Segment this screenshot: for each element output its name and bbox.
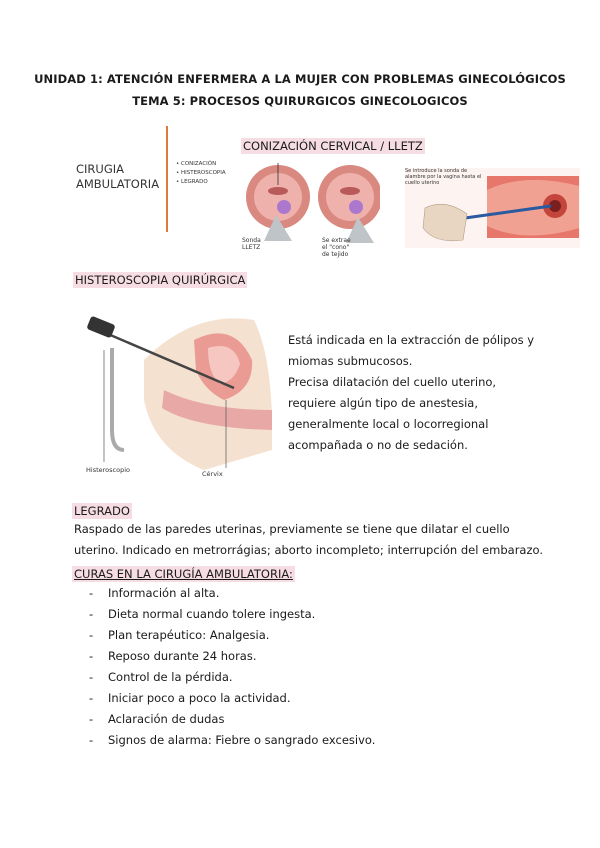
histeroscopia-line: miomas submucosos. — [288, 354, 413, 368]
diagram-items — [176, 160, 226, 187]
label-sonda: Sonda LLETZ — [242, 237, 261, 251]
histeroscopia-heading: HISTEROSCOPIA QUIRÚRGICA — [75, 273, 246, 287]
lletz-illustration — [405, 168, 580, 248]
list-item: - Plan terapéutico: Analgesia. — [89, 628, 270, 642]
curas-heading: CURAS EN LA CIRUGÍA AMBULATORIA: — [74, 567, 293, 581]
histeroscopia-line: generalmente local o locorregional — [288, 417, 489, 431]
curas-list — [89, 583, 376, 751]
histeroscopia-text — [288, 330, 534, 456]
histeroscopia-line: Precisa dilatación del cuello uterino, — [288, 375, 497, 389]
conizacion-illustration — [240, 155, 380, 265]
legrado-line: uterino. Indicado en metrorrágias; aborto incompleto; interrupción del embarazo. — [74, 543, 544, 557]
diagram-divider — [166, 126, 168, 232]
list-item: - Signos de alarma: Fiebre o sangrado excesivo. — [89, 733, 376, 747]
diagram-item: • HISTEROSCOPIA — [176, 170, 226, 176]
list-item: - Control de la pérdida. — [89, 670, 233, 684]
diagram-title — [76, 162, 166, 192]
diagram-item: • LEGRADO — [176, 179, 208, 185]
legrado-text — [74, 519, 543, 561]
legrado-line: Raspado de las paredes uterinas, previamente se tiene que dilatar el cuello — [74, 522, 510, 536]
label-histeroscopio: Histeroscopio — [86, 466, 130, 474]
list-item: - Reposo durante 24 horas. — [89, 649, 257, 663]
lletz-caption: Se introduce la sonda de alambre por la vagina hasta el cuello uterino — [405, 168, 482, 186]
histeroscopia-line: requiere algún tipo de anestesia, — [288, 396, 478, 410]
histeroscopia-illustration — [84, 300, 272, 482]
histeroscopia-line: Está indicada en la extracción de pólipos y — [288, 333, 535, 347]
legrado-heading: LEGRADO — [74, 504, 130, 518]
list-item: - Información al alta. — [89, 586, 220, 600]
conizacion-heading: CONIZACIÓN CERVICAL / LLETZ — [243, 139, 423, 153]
list-item: - Dieta normal cuando tolere ingesta. — [89, 607, 316, 621]
histeroscopia-line: acompañada o no de sedación. — [288, 438, 468, 452]
diagram-item: • CONIZACIÓN — [176, 161, 217, 167]
diagram-title-line-1: CIRUGIA — [76, 162, 124, 176]
list-item: - Aclaración de dudas — [89, 712, 225, 726]
header-line-2: TEMA 5: PROCESOS QUIRURGICOS GINECOLOGICOS — [132, 94, 468, 108]
header-line-1: UNIDAD 1: ATENCIÓN ENFERMERA A LA MUJER CON PROBLEMAS GINECOLÓGICOS — [34, 72, 566, 86]
diagram-title-line-2: AMBULATORIA — [76, 177, 160, 191]
list-item: - Iniciar poco a poco la actividad. — [89, 691, 291, 705]
label-cono: Se extrae el "cono" de tejido — [322, 237, 351, 258]
label-cervix: Cérvix — [202, 470, 223, 478]
